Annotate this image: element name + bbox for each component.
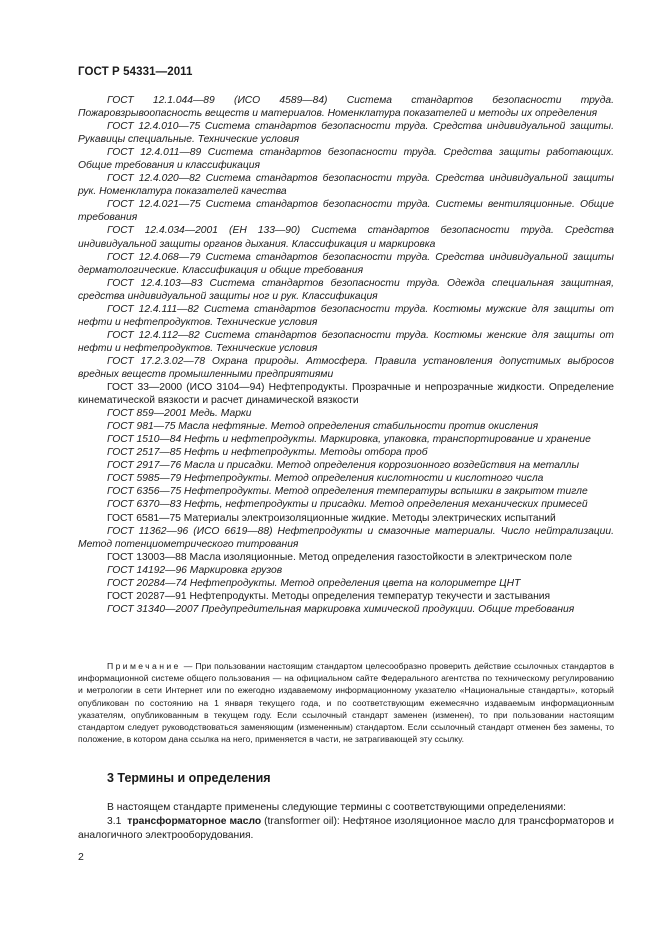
normative-references-list bbox=[78, 94, 614, 616]
reference-item: ГОСТ 20287—91 Нефтепродукты. Методы определения температур текучести и застывания bbox=[107, 590, 551, 602]
note-text: — При пользовании настоящим стандартом целесообразно проверить действие ссылочных стандартов в информационной системе общего пользования — на официальном сайте Федерального агентства по техническому регулированию и метрологии в сети Интернет или по ежегодно издаваемому информационному указателю «Национальные стандарты», который опубликован по состоянию на 1 января текущего года, и по соответствующим ежемесячно издаваемым информационным указателям, опубликованным в текущем году. Если ссылочный стандарт заменен (изменен), то при пользовании настоящим стандартом следует руководствоваться заменяющим (измененным) стандартом. Если ссылочный стандарт отменен без замены, то положение, в котором дана ссылка на него, применяется в части, не затрагивающей эту ссылку. bbox=[78, 661, 615, 745]
reference-item: ГОСТ 5985—79 Нефтепродукты. Метод определения кислотности и кислотного числа bbox=[107, 473, 544, 485]
note-paragraph bbox=[78, 660, 614, 745]
reference-item: ГОСТ 14192—96 Маркировка грузов bbox=[107, 564, 283, 576]
term-number: 3.1 bbox=[107, 816, 122, 828]
reference-item: ГОСТ 12.4.111—82 Система стандартов безопасности труда. Костюмы мужские для защиты от нефти и нефтепродуктов. Технические условия bbox=[78, 303, 614, 328]
reference-item: ГОСТ 13003—88 Масла изоляционные. Метод определения газостойкости в электрическом поле bbox=[107, 551, 573, 563]
reference-item: ГОСТ 12.4.112—82 Система стандартов безопасности труда. Костюмы женские для защиты от нефти и нефтепродуктов. Технические условия bbox=[78, 329, 614, 354]
reference-item: ГОСТ 12.4.021—75 Система стандартов безопасности труда. Системы вентиляционные. Общие требования bbox=[78, 199, 614, 224]
reference-item: ГОСТ 20284—74 Нефтепродукты. Метод определения цвета на колориметре ЦНТ bbox=[107, 577, 521, 589]
reference-item: ГОСТ 11362—96 (ИСО 6619—88) Нефтепродукты и смазочные материалы. Число нейтрализации. Метод потенциометрического титрования bbox=[78, 525, 614, 550]
reference-item: ГОСТ 17.2.3.02—78 Охрана природы. Атмосфера. Правила установления допустимых выбросов вредных веществ промышленными предприятиями bbox=[78, 355, 614, 380]
reference-item: ГОСТ 859—2001 Медь. Марки bbox=[107, 408, 252, 420]
reference-item: ГОСТ 12.4.034—2001 (ЕН 133—90) Система стандартов безопасности труда. Средства индивидуальной защиты органов дыхания. Классификация и маркировка bbox=[78, 225, 614, 250]
note-block bbox=[78, 660, 614, 745]
reference-item: ГОСТ 12.4.103—83 Система стандартов безопасности труда. Одежда специальная защитная, средства индивидуальной защиты ног и рук. Классификация bbox=[78, 277, 614, 302]
reference-item: ГОСТ 12.4.010—75 Система стандартов безопасности труда. Средства индивидуальной защиты. Рукавицы специальные. Технические условия bbox=[78, 121, 614, 146]
reference-item: ГОСТ 33—2000 (ИСО 3104—94) Нефтепродукты. Прозрачные и непрозрачные жидкости. Определение кинематической вязкости и расчет динамической вязкости bbox=[78, 382, 614, 407]
document-header: ГОСТ Р 54331—2011 bbox=[78, 66, 193, 78]
reference-item: ГОСТ 12.4.068—79 Система стандартов безопасности труда. Средства индивидуальной защиты дерматологические. Классификация и общие требования bbox=[78, 251, 614, 276]
reference-item: ГОСТ 12.1.044—89 (ИСО 4589—84) Система стандартов безопасности труда. Пожаровзрывоопасность веществ и материалов. Номенклатура показателей и методы их определения bbox=[78, 95, 614, 120]
reference-item: ГОСТ 6370—83 Нефть, нефтепродукты и присадки. Метод определения механических примесей bbox=[107, 499, 588, 511]
term-name: трансформаторное масло bbox=[127, 816, 262, 828]
term-definition bbox=[78, 815, 614, 842]
reference-item: ГОСТ 12.4.011—89 Система стандартов безопасности труда. Средства защиты работающих. Общие требования и классификация bbox=[78, 147, 614, 172]
reference-item: ГОСТ 1510—84 Нефть и нефтепродукты. Маркировка, упаковка, транспортирование и хранение bbox=[107, 434, 591, 446]
reference-item: ГОСТ 2917—76 Масла и присадки. Метод определения коррозионного воздействия на металлы bbox=[107, 460, 580, 472]
term-def: (transformer oil): Нефтяное изоляционное масло для трансформаторов и аналогичного электрооборудования. bbox=[78, 816, 614, 841]
page-number: 2 bbox=[78, 851, 84, 863]
section-body bbox=[78, 801, 614, 842]
reference-item: ГОСТ 12.4.020—82 Система стандартов безопасности труда. Средства индивидуальной защиты рук. Номенклатура показателей качества bbox=[78, 173, 614, 198]
section-intro: В настоящем стандарте применены следующие термины с соответствующими определениями: bbox=[107, 802, 567, 813]
reference-item: ГОСТ 6581—75 Материалы электроизоляционные жидкие. Методы электрических испытаний bbox=[107, 512, 556, 524]
reference-item: ГОСТ 2517—85 Нефть и нефтепродукты. Методы отбора проб bbox=[107, 447, 428, 459]
note-label: Примечание bbox=[107, 661, 181, 671]
reference-item: ГОСТ 6356—75 Нефтепродукты. Метод определения температуры вспышки в закрытом тигле bbox=[107, 486, 588, 498]
reference-item: ГОСТ 981—75 Масла нефтяные. Метод определения стабильности против окисления bbox=[107, 421, 539, 433]
section-title: 3 Термины и определения bbox=[107, 771, 271, 785]
reference-item: ГОСТ 31340—2007 Предупредительная маркировка химической продукции. Общие требования bbox=[107, 603, 575, 615]
